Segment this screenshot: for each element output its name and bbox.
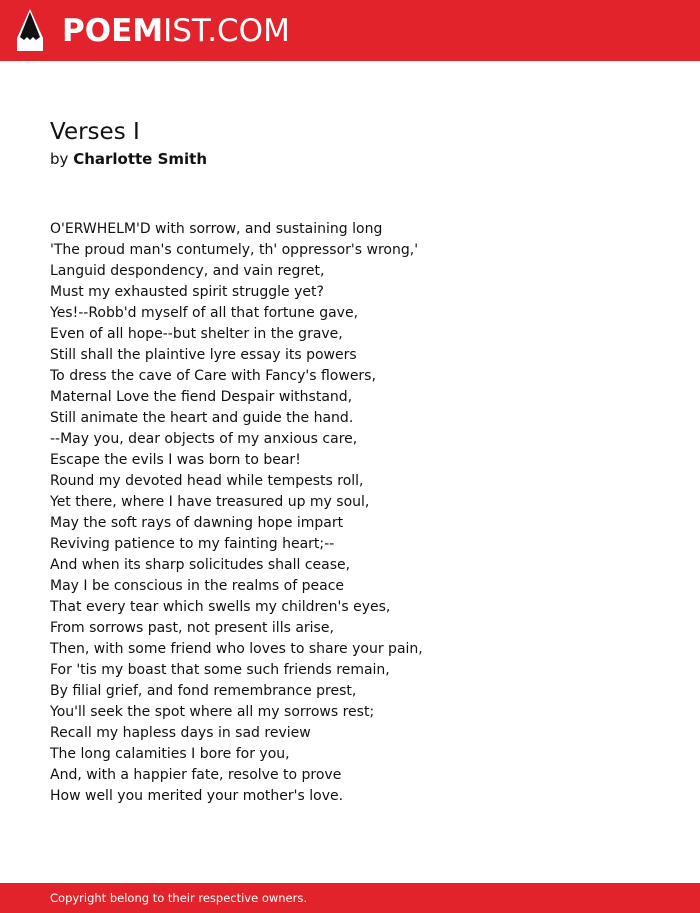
poem-line: Still shall the plaintive lyre essay its powers <box>50 347 357 363</box>
poem-body <box>50 219 423 807</box>
poem-line: O'ERWHELM'D with sorrow, and sustaining long <box>50 221 383 237</box>
poem-line: Must my exhausted spirit struggle yet? <box>50 284 324 300</box>
poem-line: By filial grief, and fond remembrance prest, <box>50 683 357 699</box>
poem-title: Verses I <box>50 119 140 145</box>
poem-line: To dress the cave of Care with Fancy's flowers, <box>50 368 376 384</box>
poem-line: --May you, dear objects of my anxious care, <box>50 431 358 447</box>
poem-line: May I be conscious in the realms of peace <box>50 578 345 594</box>
pencil-tip-icon[interactable] <box>16 8 44 52</box>
byline <box>50 149 207 169</box>
poem-line: And when its sharp solicitudes shall cease, <box>50 557 351 573</box>
logo-text-bold: POEM <box>62 13 164 49</box>
poem-line: For 'tis my boast that some such friends remain, <box>50 662 390 678</box>
by-label: by <box>50 150 69 168</box>
poem-line: Languid despondency, and vain regret, <box>50 263 325 279</box>
poem-line: Escape the evils I was born to bear! <box>50 452 301 468</box>
poem-line: Maternal Love the fiend Despair withstand, <box>50 389 353 405</box>
poem-line: That every tear which swells my children's eyes, <box>50 599 391 615</box>
author-name: Charlotte Smith <box>73 150 208 168</box>
copyright-text: Copyright belong to their respective owners. <box>50 891 308 905</box>
poem-line: 'The proud man's contumely, th' oppressor's wrong,' <box>50 242 419 258</box>
poem-line: You'll seek the spot where all my sorrows rest; <box>50 704 375 720</box>
poem-line: Even of all hope--but shelter in the grave, <box>50 326 343 342</box>
site-logo[interactable] <box>62 11 290 51</box>
poem-line: From sorrows past, not present ills arise, <box>50 620 334 636</box>
poem-line: The long calamities I bore for you, <box>50 746 290 762</box>
logo-text-light: IST.COM <box>163 13 290 49</box>
poem-line: Still animate the heart and guide the hand. <box>50 410 354 426</box>
poem-line: Then, with some friend who loves to share your pain, <box>50 641 423 657</box>
site-header <box>0 0 700 61</box>
poem-line: May the soft rays of dawning hope impart <box>50 515 344 531</box>
site-footer <box>0 883 700 913</box>
poem-line: Round my devoted head while tempests roll, <box>50 473 364 489</box>
poem-line: And, with a happier fate, resolve to prove <box>50 767 342 783</box>
poem-line: Recall my hapless days in sad review <box>50 725 311 741</box>
poem-line: How well you merited your mother's love. <box>50 788 344 804</box>
poem-line: Yet there, where I have treasured up my soul, <box>50 494 370 510</box>
poem-line: Reviving patience to my fainting heart;-- <box>50 536 335 552</box>
poem-line: Yes!--Robb'd myself of all that fortune gave, <box>50 305 359 321</box>
